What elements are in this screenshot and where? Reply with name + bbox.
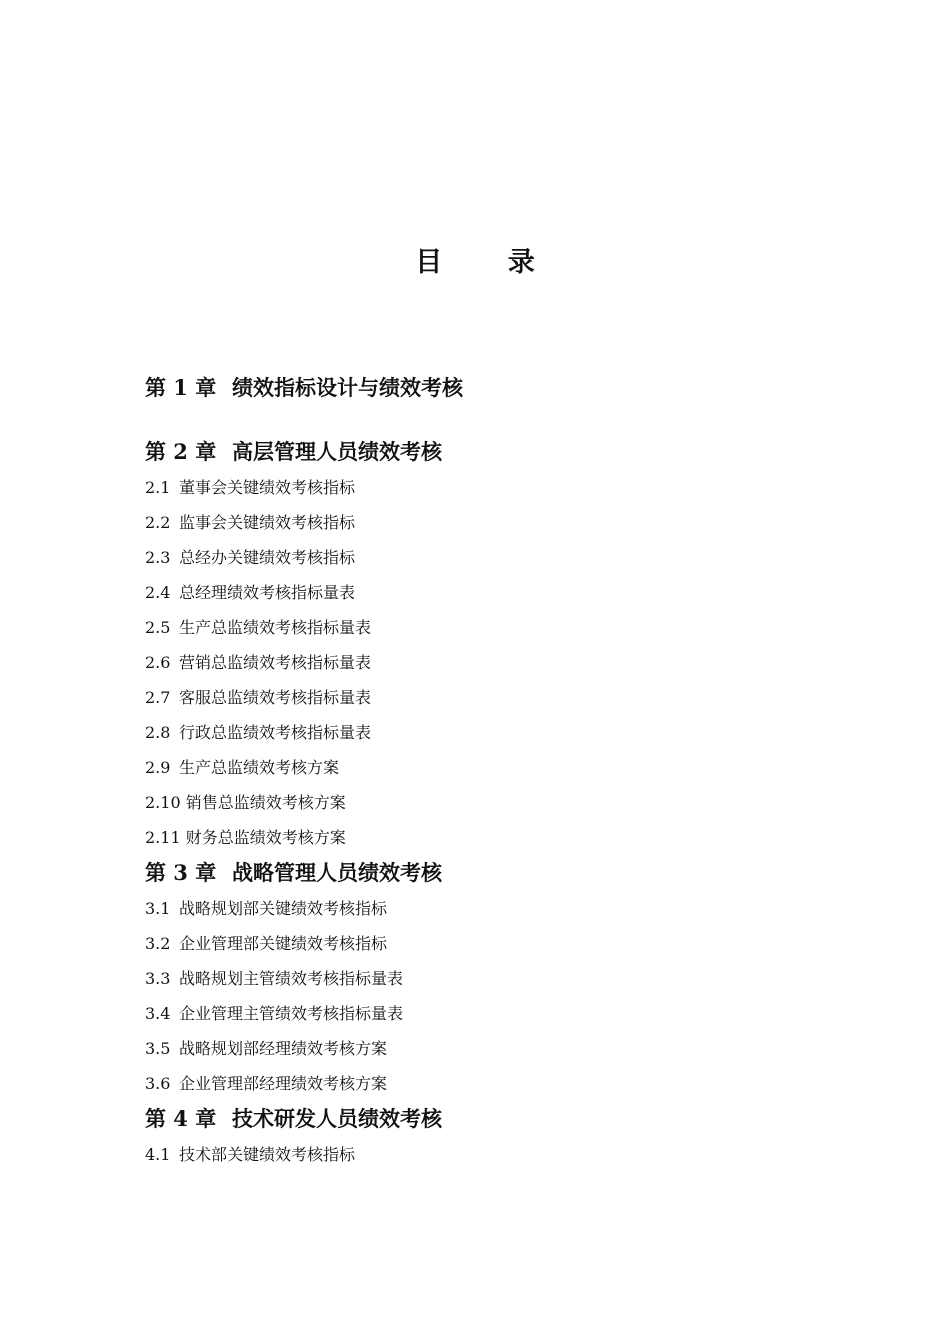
section-title: 战略规划部关键绩效考核指标 <box>179 899 388 918</box>
section-number: 2.2 <box>145 513 171 532</box>
section-title: 客服总监绩效考核指标量表 <box>179 688 372 707</box>
section-title: 销售总监绩效考核方案 <box>185 793 346 812</box>
chapter-title: 战略管理人员绩效考核 <box>232 860 442 885</box>
chapter-heading[interactable] <box>145 434 845 470</box>
section-number: 2.7 <box>145 688 171 707</box>
section-number: 3.5 <box>145 1039 171 1058</box>
toc-entry[interactable] <box>145 1137 845 1172</box>
table-of-contents <box>145 370 845 1172</box>
section-title: 财务总监绩效考核方案 <box>185 828 346 847</box>
chapter-number: 第 2 章 <box>145 439 217 464</box>
section-title: 生产总监绩效考核指标量表 <box>179 618 372 637</box>
toc-entry[interactable] <box>145 1066 845 1101</box>
toc-entry[interactable] <box>145 820 845 855</box>
toc-entry[interactable] <box>145 505 845 540</box>
toc-entry[interactable] <box>145 645 845 680</box>
chapter-number: 第 3 章 <box>145 860 217 885</box>
section-number: 3.3 <box>145 969 171 988</box>
toc-entry[interactable] <box>145 996 845 1031</box>
section-title: 战略规划主管绩效考核指标量表 <box>179 969 404 988</box>
toc-entry[interactable] <box>145 680 845 715</box>
section-title: 企业管理部经理绩效考核方案 <box>179 1074 388 1093</box>
chapter-heading[interactable] <box>145 1101 845 1137</box>
section-number: 2.3 <box>145 548 171 567</box>
chapter-title: 高层管理人员绩效考核 <box>232 439 442 464</box>
section-title: 生产总监绩效考核方案 <box>179 758 340 777</box>
section-number: 2.11 <box>145 828 181 847</box>
section-title: 董事会关键绩效考核指标 <box>179 478 356 497</box>
section-number: 2.5 <box>145 618 171 637</box>
toc-entry[interactable] <box>145 926 845 961</box>
section-number: 2.9 <box>145 758 171 777</box>
toc-entry[interactable] <box>145 961 845 996</box>
section-title: 行政总监绩效考核指标量表 <box>179 723 372 742</box>
section-number: 3.4 <box>145 1004 171 1023</box>
section-number: 2.4 <box>145 583 171 602</box>
section-title: 营销总监绩效考核指标量表 <box>179 653 372 672</box>
toc-entry[interactable] <box>145 610 845 645</box>
section-number: 2.10 <box>145 793 181 812</box>
section-title: 战略规划部经理绩效考核方案 <box>179 1039 388 1058</box>
section-number: 3.6 <box>145 1074 171 1093</box>
section-title: 技术部关键绩效考核指标 <box>179 1145 356 1164</box>
chapter-heading[interactable] <box>145 855 845 891</box>
section-title: 企业管理主管绩效考核指标量表 <box>179 1004 404 1023</box>
chapter-title: 技术研发人员绩效考核 <box>232 1106 442 1131</box>
toc-entry[interactable] <box>145 891 845 926</box>
section-number: 2.8 <box>145 723 171 742</box>
section-title: 总经办关键绩效考核指标 <box>179 548 356 567</box>
section-number: 2.6 <box>145 653 171 672</box>
chapter-title: 绩效指标设计与绩效考核 <box>232 375 463 400</box>
section-title: 总经理绩效考核指标量表 <box>179 583 356 602</box>
toc-entry[interactable] <box>145 785 845 820</box>
section-title: 监事会关键绩效考核指标 <box>179 513 356 532</box>
section-number: 2.1 <box>145 478 171 497</box>
section-number: 3.1 <box>145 899 171 918</box>
toc-entry[interactable] <box>145 715 845 750</box>
toc-title: 目 录 <box>415 247 563 278</box>
toc-entry[interactable] <box>145 470 845 505</box>
chapter-number: 第 1 章 <box>145 375 217 400</box>
section-number: 4.1 <box>145 1145 171 1164</box>
toc-entry[interactable] <box>145 1031 845 1066</box>
section-number: 3.2 <box>145 934 171 953</box>
toc-entry[interactable] <box>145 575 845 610</box>
chapter-heading[interactable] <box>145 370 845 406</box>
chapter-number: 第 4 章 <box>145 1106 217 1131</box>
toc-entry[interactable] <box>145 750 845 785</box>
toc-entry[interactable] <box>145 540 845 575</box>
section-title: 企业管理部关键绩效考核指标 <box>179 934 388 953</box>
